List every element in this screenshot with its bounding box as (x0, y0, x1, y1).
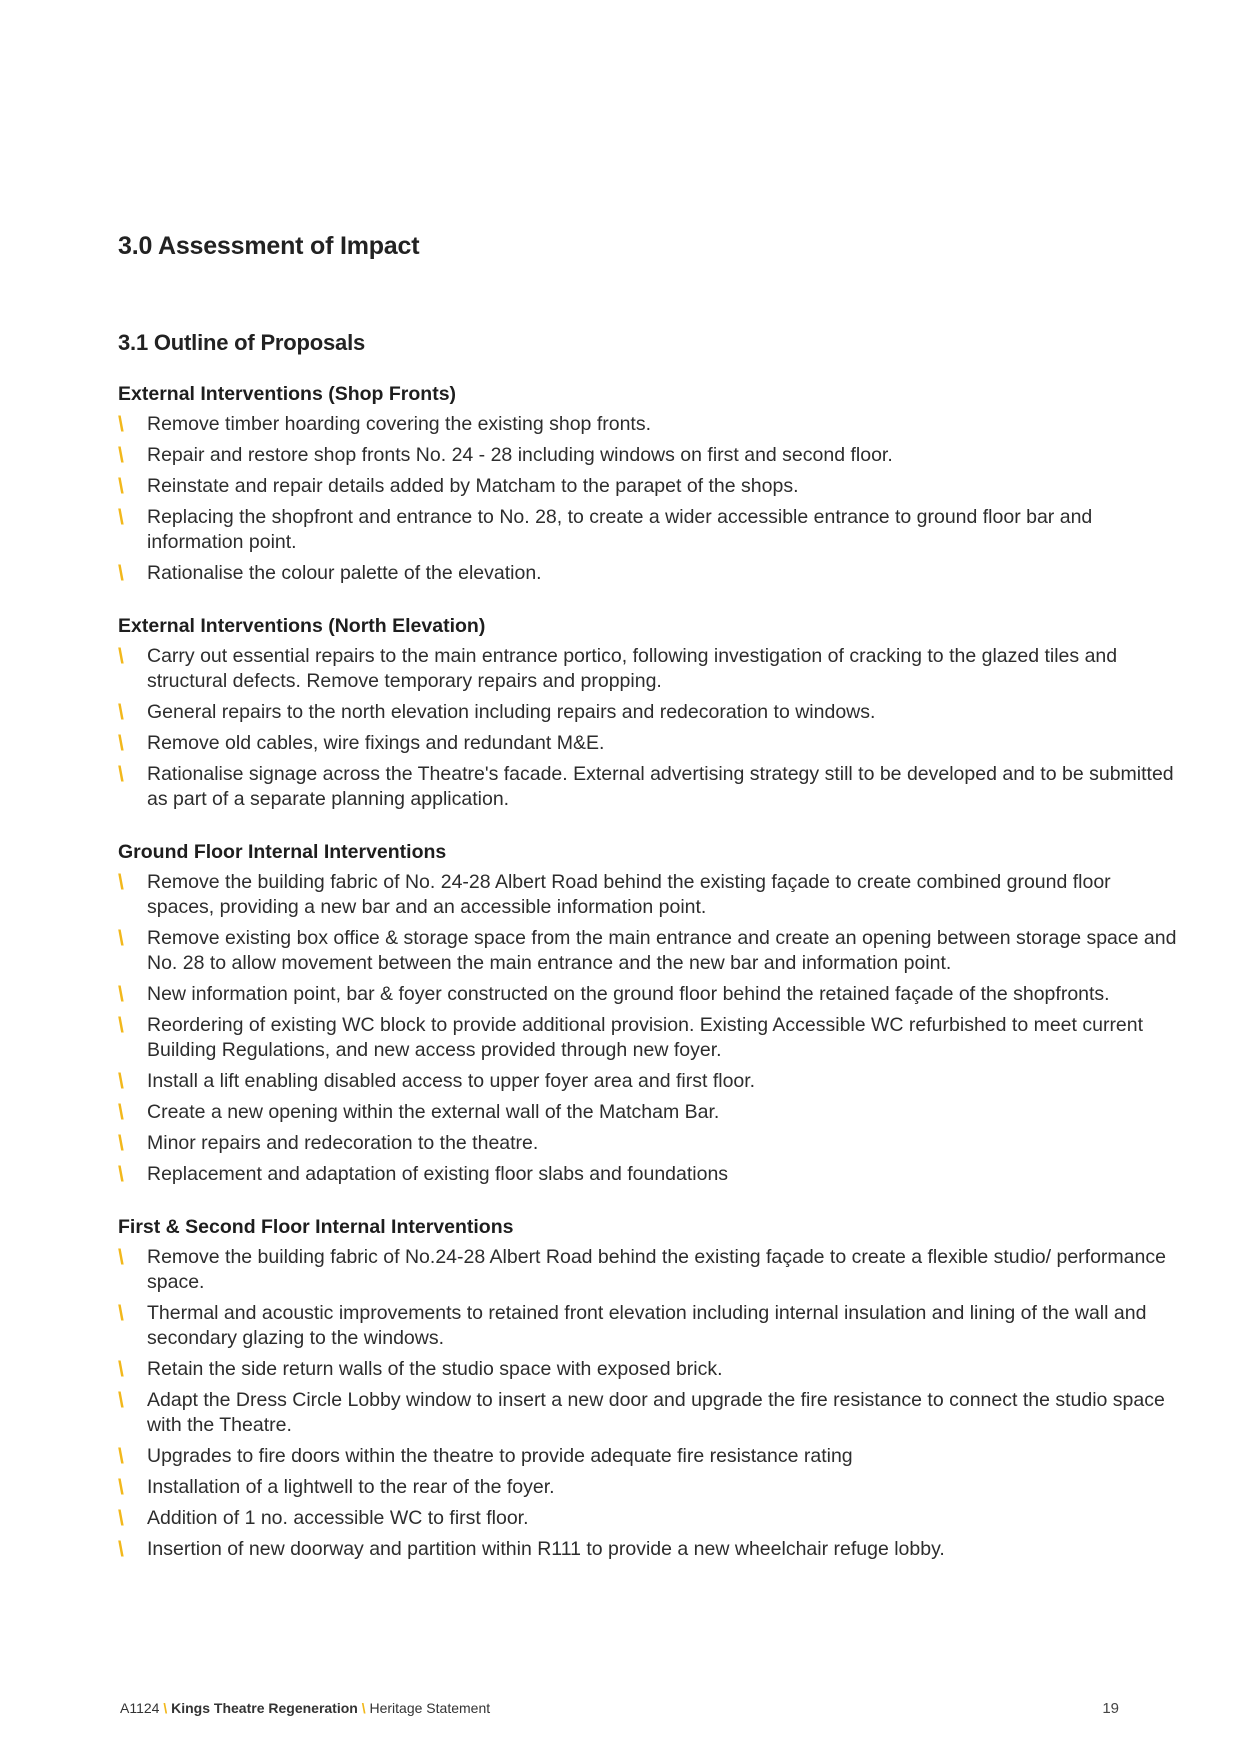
backslash-bullet-icon: \ (118, 1302, 124, 1325)
section-title: Ground Floor Internal Interventions (118, 841, 447, 863)
list-item-text: Reinstate and repair details added by Matcham to the parapet of the shops. (147, 475, 799, 497)
list-item-text: Carry out essential repairs to the main entrance portico, following investigation of cracking to the glazed tiles and structural defects. Remove temporary repairs and propping. (147, 645, 1118, 692)
list-item-text: Repair and restore shop fronts No. 24 - 28 including windows on first and second floor. (147, 444, 893, 466)
backslash-bullet-icon: \ (118, 1538, 124, 1561)
backslash-bullet-icon: \ (118, 444, 124, 467)
list-item-text: Reordering of existing WC block to provide additional provision. Existing Accessible WC refurbished to meet current Building Regulations, and new access provided through new foyer. (147, 1014, 1144, 1061)
list-item (118, 762, 1178, 812)
backslash-bullet-icon: \ (118, 1070, 124, 1093)
backslash-bullet-icon: \ (118, 413, 124, 436)
list-item-text: Create a new opening within the external wall of the Matcham Bar. (147, 1101, 720, 1123)
list-item-text: Remove old cables, wire fixings and redundant M&E. (147, 732, 605, 754)
list-item (118, 1131, 1178, 1156)
footer-separator: \ (163, 1700, 168, 1716)
list-item (118, 1388, 1178, 1438)
backslash-bullet-icon: \ (118, 871, 124, 894)
list-item-text: New information point, bar & foyer constructed on the ground floor behind the retained façade of the shopfronts. (147, 983, 1110, 1005)
backslash-bullet-icon: \ (118, 1445, 124, 1468)
proposals-content (118, 380, 1178, 1588)
list-item-text: Remove existing box office & storage space from the main entrance and create an opening between storage space and No. 28 to allow movement between the main entrance and the new bar and information point. (147, 927, 1177, 974)
backslash-bullet-icon: \ (118, 1246, 124, 1269)
footer (120, 1700, 490, 1716)
list-item (118, 1013, 1178, 1063)
list-item (118, 1069, 1178, 1094)
list-item (118, 474, 1178, 499)
page-heading: 3.0 Assessment of Impact (118, 232, 420, 260)
list-item-text: Replacing the shopfront and entrance to No. 28, to create a wider accessible entrance to ground floor bar and information point. (147, 506, 1093, 553)
backslash-bullet-icon: \ (118, 1014, 124, 1037)
list-item-text: Retain the side return walls of the studio space with exposed brick. (147, 1358, 723, 1380)
footer-code: A1124 (120, 1700, 160, 1716)
list-item (118, 731, 1178, 756)
list-item-text: Thermal and acoustic improvements to retained front elevation including internal insulation and lining of the wall and secondary glazing to the windows. (147, 1302, 1147, 1349)
list-item (118, 1301, 1178, 1351)
list-item (118, 700, 1178, 725)
footer-separator: \ (361, 1700, 366, 1716)
list-item-text: Remove the building fabric of No. 24-28 Albert Road behind the existing façade to create combined ground floor spaces, providing a new bar and an accessible information point. (147, 871, 1111, 918)
proposal-section (118, 380, 1178, 586)
section-title: External Interventions (Shop Fronts) (118, 383, 457, 405)
backslash-bullet-icon: \ (118, 732, 124, 755)
list-item-text: Replacement and adaptation of existing floor slabs and foundations (147, 1163, 729, 1185)
proposal-section (118, 1213, 1178, 1562)
list-item (118, 644, 1178, 694)
list-item (118, 1245, 1178, 1295)
backslash-bullet-icon: \ (118, 763, 124, 786)
section-subheading: 3.1 Outline of Proposals (118, 330, 366, 355)
section-title: External Interventions (North Elevation) (118, 615, 486, 637)
list-item (118, 1357, 1178, 1382)
backslash-bullet-icon: \ (118, 1101, 124, 1124)
list-item-text: Remove the building fabric of No.24-28 Albert Road behind the existing façade to create a flexible studio/ performance space. (147, 1246, 1166, 1293)
list-item (118, 412, 1178, 437)
list-item-text: Addition of 1 no. accessible WC to first floor. (147, 1507, 529, 1529)
list-item-text: Rationalise signage across the Theatre's facade. External advertising strategy still to be developed and to be submitted as part of a separate planning application. (147, 763, 1174, 810)
list-item (118, 1506, 1178, 1531)
list-item-text: Remove timber hoarding covering the existing shop fronts. (147, 413, 652, 435)
backslash-bullet-icon: \ (118, 1389, 124, 1412)
list-item (118, 1162, 1178, 1187)
list-item (118, 561, 1178, 586)
section-title: First & Second Floor Internal Interventions (118, 1216, 514, 1238)
backslash-bullet-icon: \ (118, 1163, 124, 1186)
list-item (118, 505, 1178, 555)
bullet-list (118, 870, 1178, 1187)
backslash-bullet-icon: \ (118, 983, 124, 1006)
list-item-text: Insertion of new doorway and partition within R111 to provide a new wheelchair refuge lobby. (147, 1538, 945, 1560)
proposal-section (118, 838, 1178, 1187)
backslash-bullet-icon: \ (118, 1132, 124, 1155)
backslash-bullet-icon: \ (118, 927, 124, 950)
list-item (118, 1100, 1178, 1125)
backslash-bullet-icon: \ (118, 562, 124, 585)
footer-project: Kings Theatre Regeneration (171, 1700, 358, 1716)
bullet-list (118, 412, 1178, 586)
backslash-bullet-icon: \ (118, 1476, 124, 1499)
bullet-list (118, 1245, 1178, 1562)
proposal-section (118, 612, 1178, 812)
bullet-list (118, 644, 1178, 812)
backslash-bullet-icon: \ (118, 645, 124, 668)
list-item-text: Adapt the Dress Circle Lobby window to insert a new door and upgrade the fire resistance to connect the studio space with the Theatre. (147, 1389, 1165, 1436)
list-item-text: Rationalise the colour palette of the elevation. (147, 562, 542, 584)
backslash-bullet-icon: \ (118, 701, 124, 724)
backslash-bullet-icon: \ (118, 1358, 124, 1381)
backslash-bullet-icon: \ (118, 1507, 124, 1530)
backslash-bullet-icon: \ (118, 506, 124, 529)
list-item (118, 870, 1178, 920)
footer-document: Heritage Statement (369, 1700, 491, 1716)
list-item-text: Upgrades to fire doors within the theatre to provide adequate fire resistance rating (147, 1445, 853, 1467)
page-number: 19 (1102, 1700, 1119, 1717)
list-item (118, 926, 1178, 976)
list-item-text: Minor repairs and redecoration to the theatre. (147, 1132, 539, 1154)
list-item-text: General repairs to the north elevation including repairs and redecoration to windows. (147, 701, 876, 723)
list-item (118, 1444, 1178, 1469)
list-item (118, 982, 1178, 1007)
list-item-text: Install a lift enabling disabled access to upper foyer area and first floor. (147, 1070, 756, 1092)
list-item (118, 443, 1178, 468)
list-item (118, 1475, 1178, 1500)
backslash-bullet-icon: \ (118, 475, 124, 498)
list-item-text: Installation of a lightwell to the rear of the foyer. (147, 1476, 555, 1498)
list-item (118, 1537, 1178, 1562)
